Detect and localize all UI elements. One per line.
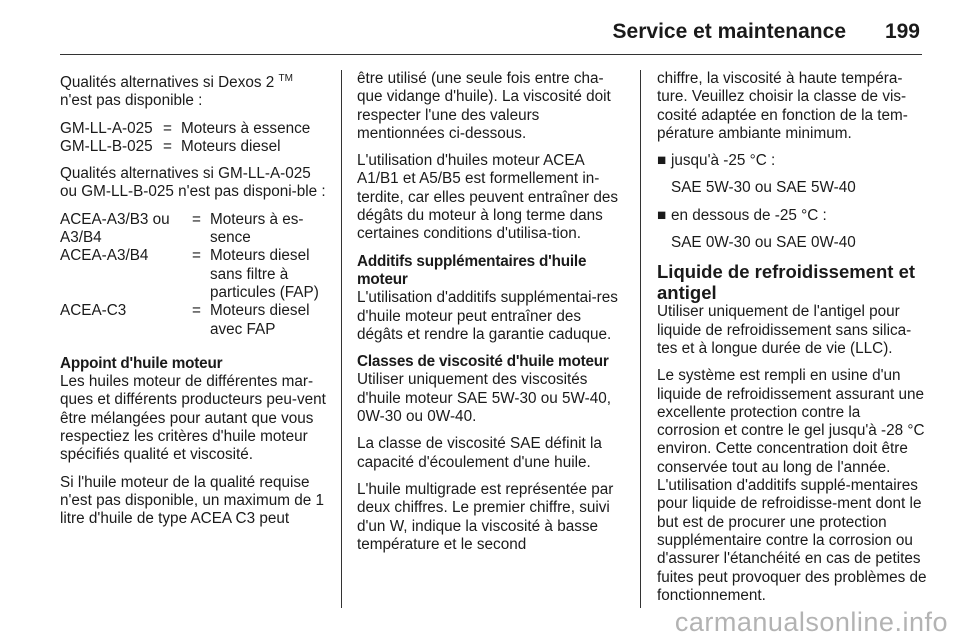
- spec-value: Moteurs diesel sans filtre à particules (FAP): [210, 247, 319, 301]
- additives-paragraph: L'utilisation d'additifs supplémentai-res d'huile moteur peut entraîner des dégâts et rendre la garantie caduque.: [357, 289, 618, 343]
- spec-value: Moteurs diesel: [181, 137, 281, 155]
- list-item-label: jusqu'à -25 °C :: [671, 152, 776, 170]
- equals-sign: =: [163, 137, 172, 155]
- equals-sign: =: [192, 247, 201, 265]
- trademark-mark: TM: [278, 73, 293, 84]
- alternatives-gmll-intro: Qualités alternatives si GM-LL-A-025 ou GM-LL-B-025 n'est pas disponi-ble :: [60, 165, 326, 201]
- spec-key: GM-LL-A-025: [60, 119, 153, 137]
- column-3: [657, 70, 927, 614]
- coolant-heading: Liquide de refroidissement et antigel: [657, 261, 916, 304]
- spec-key: ACEA-A3/B3 ou A3/B4: [60, 210, 170, 247]
- column-divider: [640, 70, 641, 608]
- equals-sign: =: [192, 210, 201, 228]
- viscosity-paragraph-2: La classe de viscosité SAE définit la capacité d'écoulement d'une huile.: [357, 435, 602, 471]
- viscosity-continued: être utilisé (une seule fois entre cha-que vidange d'huile). La viscosité doit respecter l'une des valeurs mentionnées ci-dessous.: [357, 70, 611, 142]
- spec-value: Moteurs à es-sence: [210, 210, 304, 247]
- page-number: 199: [884, 20, 920, 43]
- acea-forbidden-paragraph: L'utilisation d'huiles moteur ACEA A1/B1 et A5/B5 est formellement in-terdite, car elles peuvent entraîner des dégâts du moteur à long terme dans certaines conditions d'utilisa-tion.: [357, 152, 619, 243]
- list-item: [657, 152, 927, 198]
- alternatives-table-1: [60, 120, 328, 157]
- page-header: [60, 14, 922, 55]
- temperature-list: [657, 152, 927, 252]
- list-item-value: SAE 5W-30 ou SAE 5W-40: [671, 179, 856, 197]
- alternatives-table-2: [60, 211, 328, 339]
- equals-sign: =: [163, 119, 172, 137]
- column-2: [357, 70, 625, 563]
- topup-paragraph-1: Les huiles moteur de différentes mar-ques et différents producteurs peu-vent être mélangées pour autant que vous respectiez les critères d'huile moteur spécifiés qualité et viscosité.: [60, 373, 326, 464]
- alternatives-dexos-intro: Qualités alternatives si Dexos 2 ™ n'est pas disponible :: [60, 73, 293, 110]
- equals-sign: =: [192, 302, 201, 320]
- spec-value: Moteurs à essence: [181, 119, 311, 137]
- viscosity-choice-paragraph: chiffre, la viscosité à haute tempéra-ture. Veuillez choisir la classe de vis-cosité adaptée en fonction de la tem-pérature ambiante minimum.: [657, 70, 908, 142]
- list-item-value: SAE 0W-30 ou SAE 0W-40: [671, 234, 856, 252]
- list-item-label: en dessous de -25 °C :: [671, 206, 827, 224]
- section-title: Service et maintenance: [612, 20, 846, 43]
- column-divider: [341, 70, 342, 608]
- viscosity-paragraph-3: L'huile multigrade est représentée par deux chiffres. Le premier chiffre, suivi d'un W, indique la viscosité à basse température et le second: [357, 480, 614, 553]
- topup-heading: Appoint d'huile moteur: [60, 354, 223, 372]
- list-item: [657, 207, 927, 253]
- viscosity-paragraph-1: Utiliser uniquement des viscosités d'huile moteur SAE 5W-30 ou 5W-40, 0W-30 ou 0W-40.: [357, 371, 612, 426]
- topup-paragraph-2: Si l'huile moteur de la qualité requise n'est pas disponible, un maximum de 1 litre d'huile de type ACEA C3 peut: [60, 473, 324, 528]
- spec-value: Moteurs diesel avec FAP: [210, 302, 310, 338]
- spec-key: ACEA-C3: [60, 302, 127, 320]
- spec-key: ACEA-A3/B4: [60, 247, 149, 265]
- coolant-paragraph-2: Le système est rempli en usine d'un liquide de refroidissement assurant une excellente protection contre la corrosion et contre le gel jusqu'à -28 °C environ. Cette concentration doit être conservée tout au long de l'année. L'utilisation d'additifs supplé-mentaires pour liquide de refroidisse-ment dont le but est de procurer une protection supplémentaire contre la corrosion ou d'assurer l'étanchéité en cas de petites fuites peut provoquer des problèmes de fonctionnement.: [657, 367, 927, 604]
- square-bullet-icon: ■: [657, 206, 667, 224]
- spec-key: GM-LL-B-025: [60, 137, 153, 155]
- viscosity-heading: Classes de viscosité d'huile moteur: [357, 353, 609, 371]
- watermark-text: carmanualsonline.info: [674, 607, 948, 637]
- additives-heading: Additifs supplémentaires d'huile moteur: [357, 252, 587, 288]
- column-1: [60, 70, 328, 538]
- coolant-paragraph-1: Utiliser uniquement de l'antigel pour liquide de refroidissement sans silica-tes et à longue durée de vie (LLC).: [657, 303, 912, 357]
- square-bullet-icon: ■: [657, 152, 667, 170]
